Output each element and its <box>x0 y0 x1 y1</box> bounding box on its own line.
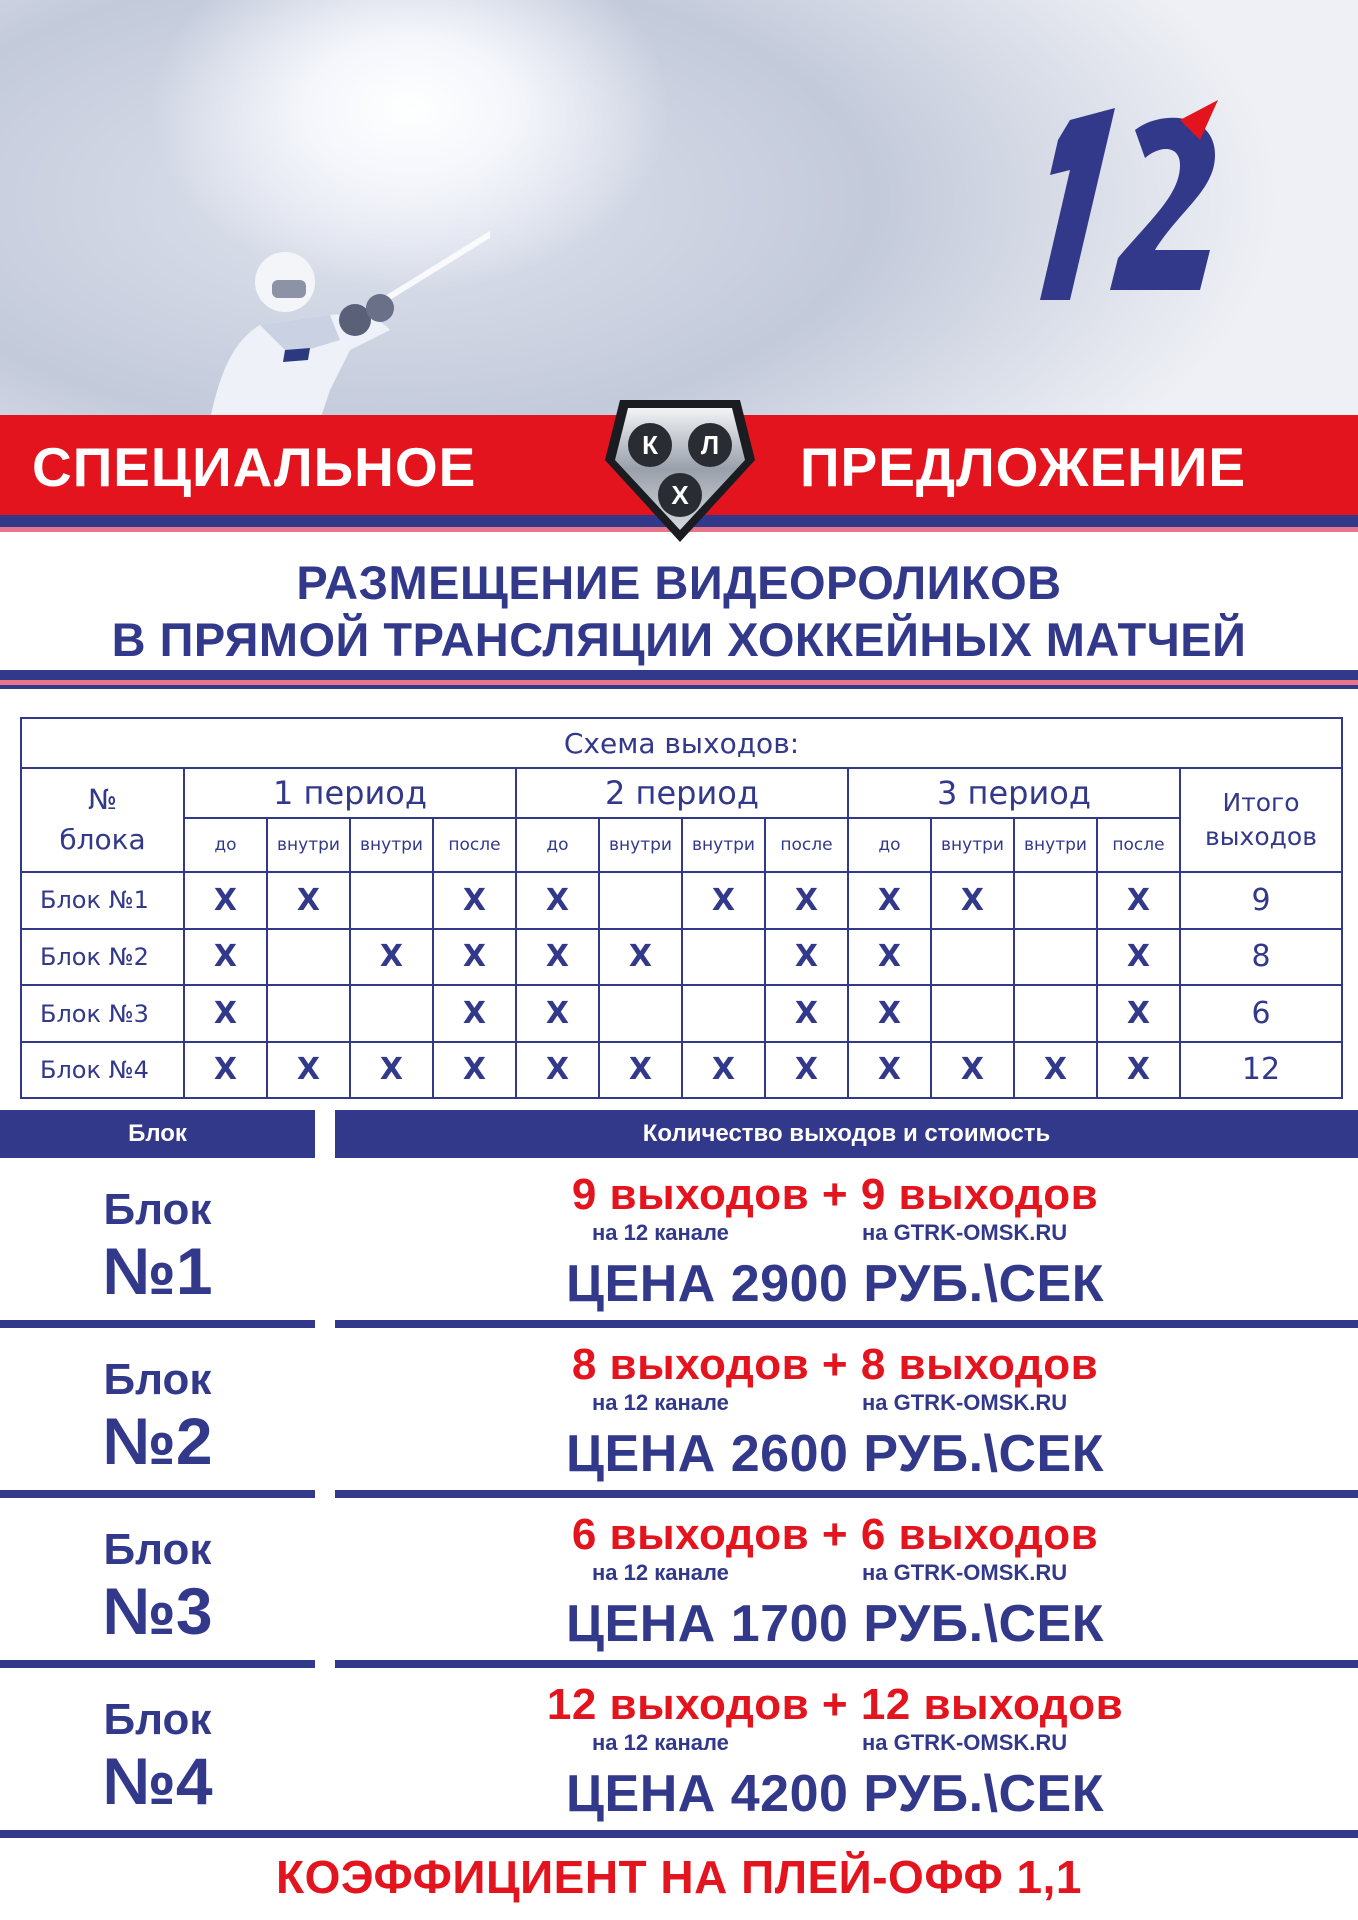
pricing-offer <box>335 1340 1335 1490</box>
offer-price: ЦЕНА 1700 РУБ.\СЕК <box>566 1595 1104 1653</box>
pricing-offer <box>335 1680 1335 1830</box>
offer-site-label: на GTRK-OMSK.RU <box>862 1730 1068 1755</box>
schema-mark: Х <box>765 985 848 1042</box>
offer-separator <box>335 1320 1358 1328</box>
schema-empty-cell <box>267 985 350 1042</box>
slot-header-p2-1: до <box>516 818 599 872</box>
pricing-block-word: Блок <box>103 1185 212 1234</box>
schema-empty-cell <box>1014 929 1097 986</box>
offer-price: ЦЕНА 2900 РУБ.\СЕК <box>566 1255 1104 1313</box>
schema-empty-cell <box>350 985 433 1042</box>
subtitle-line-1: РАЗМЕЩЕНИЕ ВИДЕОРОЛИКОВ <box>296 556 1062 609</box>
schema-mark: Х <box>516 929 599 986</box>
offer-price: ЦЕНА 2600 РУБ.\СЕК <box>566 1425 1104 1483</box>
slot-header-p3-4: после <box>1097 818 1180 872</box>
schema-mark: Х <box>184 1042 267 1097</box>
offer-channel-label: на 12 канале <box>592 1730 729 1755</box>
schema-row-label: Блок №3 <box>22 985 184 1042</box>
schema-empty-cell <box>350 872 433 929</box>
slot-header-p3-2: внутри <box>931 818 1014 872</box>
pricing-block-label <box>0 1355 315 1477</box>
offer-site-label: на GTRK-OMSK.RU <box>862 1560 1068 1585</box>
schema-mark: Х <box>267 872 350 929</box>
pricing-block-number: №4 <box>102 1744 213 1818</box>
schema-row-label: Блок №1 <box>22 872 184 929</box>
subtitle-blue-stripe-2 <box>0 685 1358 689</box>
khl-letter-h: Х <box>671 480 689 510</box>
hockey-player-image <box>190 220 490 415</box>
offer-count: 9 выходов + 9 выходов <box>571 1170 1099 1219</box>
offer-count: 8 выходов + 8 выходов <box>571 1340 1099 1389</box>
schema-mark: Х <box>765 1042 848 1097</box>
schema-mark: Х <box>765 872 848 929</box>
schema-mark: Х <box>1097 872 1180 929</box>
offer-site-label: на GTRK-OMSK.RU <box>862 1220 1068 1245</box>
pricing-block-label <box>0 1695 315 1817</box>
pricing-block-word: Блок <box>103 1695 212 1744</box>
schema-empty-cell <box>267 929 350 986</box>
schema-mark: Х <box>599 1042 682 1097</box>
schema-mark: Х <box>433 872 516 929</box>
block-separator <box>0 1660 315 1668</box>
schema-mark: Х <box>516 872 599 929</box>
slot-header-p3-3: внутри <box>1014 818 1097 872</box>
khl-letter-k: К <box>642 430 658 460</box>
pricing-block-label <box>0 1185 315 1307</box>
period-2-header: 2 период <box>516 768 848 818</box>
slot-header-p1-3: внутри <box>350 818 433 872</box>
schema-row <box>22 929 1341 986</box>
schema-empty-cell <box>599 985 682 1042</box>
pricing-block-number: №2 <box>102 1404 213 1478</box>
slot-header-p1-1: до <box>184 818 267 872</box>
slot-header-p1-4: после <box>433 818 516 872</box>
pricing-offer <box>335 1170 1335 1320</box>
schema-mark: Х <box>1097 929 1180 986</box>
schema-table <box>20 717 1343 1099</box>
period-3-header: 3 период <box>848 768 1180 818</box>
block-separator <box>0 1320 315 1328</box>
schema-mark: Х <box>848 929 931 986</box>
schema-row-total: 8 <box>1180 929 1341 986</box>
banner-right-word: ПРЕДЛОЖЕНИЕ <box>800 436 1247 498</box>
schema-empty-cell <box>682 985 765 1042</box>
offer-separator <box>335 1490 1358 1498</box>
schema-mark: Х <box>433 985 516 1042</box>
schema-mark: Х <box>931 872 1014 929</box>
total-header-line-1: Итого <box>1222 788 1300 817</box>
total-header-line-2: выходов <box>1205 822 1317 851</box>
schema-mark: Х <box>682 872 765 929</box>
schema-empty-cell <box>1014 872 1097 929</box>
offer-separator <box>335 1660 1358 1668</box>
hero-photo <box>0 0 1358 415</box>
schema-mark: Х <box>267 1042 350 1097</box>
slot-header-p2-3: внутри <box>682 818 765 872</box>
schema-empty-cell <box>682 929 765 986</box>
pricing-block-label <box>0 1525 315 1647</box>
slot-header-p2-2: внутри <box>599 818 682 872</box>
schema-mark: Х <box>765 929 848 986</box>
banner-left-word: СПЕЦИАЛЬНОЕ <box>32 436 477 498</box>
schema-row-label: Блок №4 <box>22 1042 184 1097</box>
pricing-block-header: Блок <box>0 1110 315 1158</box>
offer-site-label: на GTRK-OMSK.RU <box>862 1390 1068 1415</box>
schema-row-total: 9 <box>1180 872 1341 929</box>
total-header <box>1180 768 1341 872</box>
schema-mark: Х <box>1014 1042 1097 1097</box>
khl-letter-l: Л <box>700 430 720 460</box>
schema-mark: Х <box>516 1042 599 1097</box>
subtitle-blue-stripe <box>0 670 1358 680</box>
schema-mark: Х <box>848 872 931 929</box>
schema-row-total: 6 <box>1180 985 1341 1042</box>
block-header-line-1: № <box>87 783 118 816</box>
schema-empty-cell <box>931 985 1014 1042</box>
schema-row <box>22 1042 1341 1097</box>
block-header-line-2: блока <box>59 823 146 856</box>
schema-mark: Х <box>433 1042 516 1097</box>
schema-mark: Х <box>931 1042 1014 1097</box>
schema-mark: Х <box>433 929 516 986</box>
pricing-offer <box>335 1510 1335 1660</box>
block-number-header <box>22 768 184 872</box>
schema-mark: Х <box>184 985 267 1042</box>
block-separator <box>0 1490 315 1498</box>
schema-empty-cell <box>1014 985 1097 1042</box>
schema-mark: Х <box>350 1042 433 1097</box>
schema-mark: Х <box>350 929 433 986</box>
offer-channel-label: на 12 канале <box>592 1390 729 1415</box>
offer-count: 12 выходов + 12 выходов <box>546 1680 1124 1729</box>
schema-mark: Х <box>516 985 599 1042</box>
schema-mark: Х <box>184 929 267 986</box>
schema-row-total: 12 <box>1180 1042 1341 1097</box>
slot-header-p2-4: после <box>765 818 848 872</box>
offer-count: 6 выходов + 6 выходов <box>571 1510 1099 1559</box>
schema-row <box>22 872 1341 929</box>
channel-12-logo <box>1040 100 1230 310</box>
schema-row-label: Блок №2 <box>22 929 184 986</box>
schema-mark: Х <box>184 872 267 929</box>
offer-channel-label: на 12 канале <box>592 1220 729 1245</box>
schema-empty-cell <box>931 929 1014 986</box>
schema-title: Схема выходов: <box>22 719 1341 768</box>
schema-row <box>22 985 1341 1042</box>
slot-header-p3-1: до <box>848 818 931 872</box>
pricing-block-word: Блок <box>103 1525 212 1574</box>
footer-stripe <box>0 1830 1358 1838</box>
period-1-header: 1 период <box>184 768 516 818</box>
pricing-block-word: Блок <box>103 1355 212 1404</box>
schema-mark: Х <box>848 1042 931 1097</box>
schema-mark: Х <box>682 1042 765 1097</box>
schema-mark: Х <box>848 985 931 1042</box>
pricing-block-number: №3 <box>102 1574 213 1648</box>
schema-mark: Х <box>1097 985 1180 1042</box>
slot-header-p1-2: внутри <box>267 818 350 872</box>
pricing-block-number: №1 <box>102 1234 213 1308</box>
schema-mark: Х <box>1097 1042 1180 1097</box>
schema-empty-cell <box>599 872 682 929</box>
subtitle-line-2: В ПРЯМОЙ ТРАНСЛЯЦИИ ХОККЕЙНЫХ МАТЧЕЙ <box>111 613 1247 666</box>
pricing-desc-header: Количество выходов и стоимость <box>335 1110 1358 1158</box>
playoff-coefficient: КОЭФФИЦИЕНТ НА ПЛЕЙ-ОФФ 1,1 <box>276 1851 1082 1903</box>
khl-logo <box>600 390 760 550</box>
schema-mark: Х <box>599 929 682 986</box>
offer-price: ЦЕНА 4200 РУБ.\СЕК <box>566 1765 1104 1823</box>
offer-channel-label: на 12 канале <box>592 1560 729 1585</box>
